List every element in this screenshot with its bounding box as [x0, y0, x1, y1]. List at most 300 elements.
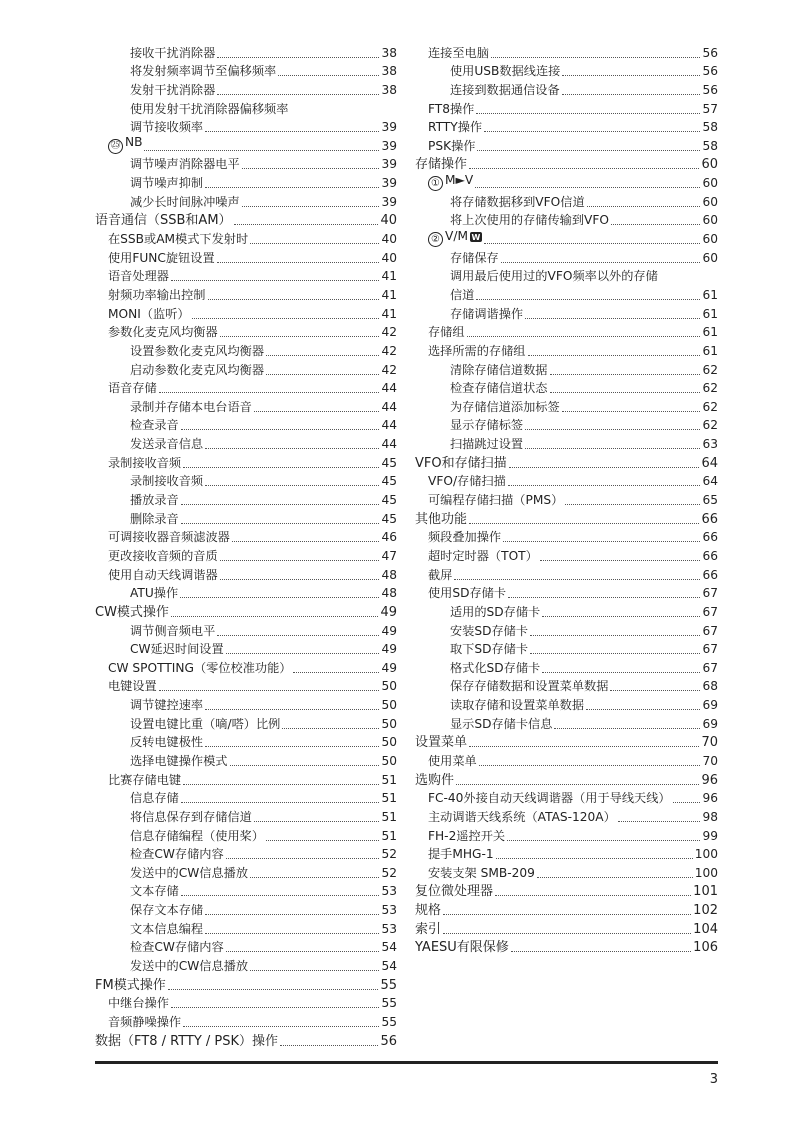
toc-entry[interactable] — [415, 452, 718, 471]
dot-leader — [278, 75, 379, 76]
toc-entry-title — [428, 829, 505, 844]
toc-entry-title — [450, 64, 560, 79]
toc-entry-text: 检查CW存储内容 — [130, 847, 224, 862]
toc-entry[interactable] — [415, 359, 718, 378]
toc-entry-text: 音频静噪操作 — [108, 1014, 182, 1029]
toc-entry-text: 电键设置 — [108, 679, 157, 694]
toc-entry-text: 调节侧音频电平 — [130, 623, 216, 638]
toc-entry-text: 显示存储标签 — [450, 418, 524, 433]
toc-page-number: 55 — [381, 1014, 397, 1029]
dot-leader — [266, 374, 379, 375]
toc-entry-title — [450, 661, 540, 676]
toc-entry[interactable] — [415, 98, 718, 117]
toc-entry-text: FC-40外接自动天线调谐器（用于导线天线） — [428, 791, 671, 806]
toc-page-number: 40 — [381, 232, 397, 247]
toc-entry[interactable] — [95, 303, 397, 322]
toc-entry-text: 启动参数化麦克风均衡器 — [130, 362, 265, 377]
toc-entry-title — [415, 903, 441, 918]
toc-entry[interactable] — [415, 583, 718, 602]
toc-entry-text: 规格 — [415, 903, 442, 919]
toc-entry[interactable] — [95, 620, 397, 639]
dot-leader — [495, 895, 691, 896]
toc-entry-title — [450, 381, 548, 396]
toc-entry-title — [108, 679, 157, 694]
toc-entry-title — [108, 996, 169, 1011]
toc-entry[interactable] — [95, 247, 397, 266]
dot-leader — [484, 131, 700, 132]
toc-page-number: 96 — [702, 791, 718, 806]
toc-entry-title — [130, 922, 203, 937]
toc-entry[interactable] — [415, 489, 718, 508]
toc-entry-title — [415, 922, 441, 937]
toc-entry-text: MONI（监听） — [108, 306, 190, 321]
toc-entry[interactable] — [415, 135, 718, 154]
toc-entry[interactable] — [415, 247, 718, 266]
toc-page-number: 50 — [381, 698, 397, 713]
toc-entry[interactable] — [415, 676, 718, 695]
toc-entry[interactable] — [415, 825, 718, 844]
toc-entry-text: 复位微处理器 — [415, 884, 494, 900]
toc-entry-text: 文本存储 — [130, 884, 179, 899]
toc-page-number: 64 — [701, 455, 718, 471]
toc-page-number: 45 — [381, 493, 397, 508]
dot-leader — [475, 187, 700, 188]
dot-leader — [562, 75, 700, 76]
dot-leader — [230, 765, 380, 766]
toc-entry-title — [108, 232, 248, 247]
toc-entry-text: 使用菜单 — [428, 753, 477, 768]
toc-entry[interactable] — [95, 657, 397, 676]
toc-entry[interactable] — [95, 583, 397, 602]
toc-entry[interactable] — [415, 508, 718, 527]
toc-entry[interactable] — [95, 899, 397, 918]
toc-entry-text: 语音处理器 — [108, 269, 169, 284]
toc-entry[interactable] — [415, 713, 718, 732]
toc-entry-title — [108, 773, 181, 788]
toc-entry-text: 调节噪声抑制 — [130, 176, 204, 191]
toc-page-number: 39 — [381, 138, 397, 153]
toc-entry[interactable] — [95, 42, 397, 61]
toc-entry[interactable] — [415, 228, 718, 247]
toc-entry-text: 保存文本存储 — [130, 903, 204, 918]
toc-entry[interactable] — [415, 806, 718, 825]
toc-page-number: 98 — [702, 809, 718, 824]
dot-leader — [205, 914, 379, 915]
dot-leader — [443, 933, 691, 934]
toc-entry[interactable] — [95, 881, 397, 900]
toc-entry[interactable] — [95, 769, 397, 788]
toc-page-number: 67 — [702, 604, 718, 619]
toc-entry[interactable] — [415, 284, 718, 303]
toc-entry[interactable] — [95, 639, 397, 658]
dot-leader — [205, 746, 379, 747]
toc-entry-title — [450, 195, 585, 210]
toc-entry-title — [450, 698, 584, 713]
dot-leader — [508, 597, 700, 598]
toc-page-number: 62 — [702, 418, 718, 433]
toc-entry-text: 使用发射干扰消除器偏移频率 — [130, 101, 289, 116]
dot-leader — [554, 728, 700, 729]
toc-entry-text: 存储保存 — [450, 250, 499, 265]
toc-entry-text: 调节噪声消除器电平 — [130, 157, 240, 172]
toc-entry-title — [415, 940, 509, 955]
toc-entry[interactable] — [95, 433, 397, 452]
toc-entry[interactable] — [95, 527, 397, 546]
toc-entry[interactable] — [95, 1030, 397, 1049]
toc-entry-text: FH-2遥控开关 — [428, 828, 506, 843]
toc-entry[interactable] — [415, 396, 718, 415]
toc-entry-title — [415, 456, 507, 471]
dot-leader — [205, 709, 379, 710]
toc-entry[interactable] — [415, 42, 718, 61]
dot-leader — [507, 840, 700, 841]
toc-entry[interactable] — [415, 732, 718, 751]
toc-page-number: 44 — [381, 418, 397, 433]
dot-leader — [159, 690, 380, 691]
toc-entry[interactable] — [415, 340, 718, 359]
toc-page-number: 50 — [381, 735, 397, 750]
toc-entry[interactable] — [95, 862, 397, 881]
toc-page-number: 55 — [380, 977, 397, 993]
toc-entry[interactable] — [415, 433, 718, 452]
toc-entry[interactable] — [415, 769, 718, 788]
toc-entry-title — [108, 549, 218, 564]
toc-page-number: 48 — [381, 567, 397, 582]
toc-entry[interactable] — [95, 564, 397, 583]
toc-entry-text: CW延迟时间设置 — [130, 642, 224, 657]
toc-entry[interactable] — [95, 396, 397, 415]
toc-entry-text: 语音通信（SSB和AM） — [95, 213, 232, 229]
toc-entry[interactable] — [415, 191, 718, 210]
dot-leader — [208, 299, 380, 300]
toc-entry[interactable] — [415, 545, 718, 564]
toc-entry[interactable] — [95, 1011, 397, 1030]
toc-entry[interactable] — [415, 639, 718, 658]
toc-page-number: 62 — [702, 381, 718, 396]
toc-entry[interactable] — [95, 676, 397, 695]
toc-entry-title — [130, 884, 179, 899]
toc-entry[interactable] — [95, 117, 397, 136]
toc-entry-text: 可编程存储扫描（PMS） — [428, 493, 564, 508]
toc-entry-text: V/M — [445, 228, 468, 243]
toc-entry[interactable] — [95, 415, 397, 434]
toc-entry[interactable] — [95, 471, 397, 490]
circled-number-icon: ① — [428, 176, 443, 191]
toc-entry-title — [450, 363, 548, 378]
toc-page-number: 58 — [702, 138, 718, 153]
toc-entry-title — [450, 83, 560, 98]
dot-leader — [550, 374, 701, 375]
toc-entry[interactable] — [95, 340, 397, 359]
toc-page-number: 47 — [381, 548, 397, 563]
toc-entry-text: 将发射频率调节至偏移频率 — [130, 64, 277, 79]
toc-entry-title — [108, 381, 157, 396]
toc-entry-text: 将上次使用的存储传输到VFO — [450, 213, 610, 228]
toc-page-number: 68 — [702, 679, 718, 694]
toc-entry[interactable] — [415, 322, 718, 341]
toc-entry[interactable] — [95, 993, 397, 1012]
toc-entry-title — [450, 679, 608, 694]
toc-entry[interactable] — [415, 564, 718, 583]
toc-page-number: 51 — [381, 772, 397, 787]
dot-leader — [220, 560, 380, 561]
toc-entry[interactable] — [95, 266, 397, 285]
toc-entry-title — [428, 493, 563, 508]
toc-page-number: 42 — [381, 362, 397, 377]
dot-leader — [511, 951, 691, 952]
toc-entry[interactable] — [95, 974, 397, 993]
toc-page-number: 53 — [381, 884, 397, 899]
toc-entry[interactable] — [95, 210, 397, 229]
toc-entry-title — [450, 624, 528, 639]
toc-entry[interactable] — [415, 694, 718, 713]
toc-entry[interactable] — [415, 210, 718, 229]
toc-entry[interactable] — [95, 322, 397, 341]
toc-entry-title — [130, 586, 178, 601]
dot-leader — [525, 318, 700, 319]
toc-page-number: 38 — [381, 45, 397, 60]
toc-entry-title — [450, 605, 540, 620]
dot-leader — [205, 485, 379, 486]
toc-page-number: 66 — [702, 530, 718, 545]
dot-leader — [496, 858, 693, 859]
dot-leader — [611, 224, 700, 225]
toc-entry-title — [428, 791, 671, 806]
dot-leader — [226, 653, 380, 654]
dot-leader — [250, 970, 379, 971]
toc-entry-title — [130, 120, 203, 135]
toc-entry[interactable] — [95, 545, 397, 564]
toc-entry[interactable] — [95, 918, 397, 937]
toc-page-number: 40 — [380, 213, 397, 229]
dot-leader — [525, 448, 700, 449]
toc-entry-title — [130, 735, 203, 750]
dot-leader — [542, 672, 700, 673]
toc-entry[interactable] — [95, 844, 397, 863]
toc-entry-title — [428, 474, 506, 489]
toc-page-number: 63 — [702, 437, 718, 452]
toc-entry[interactable] — [415, 154, 718, 173]
dot-leader — [537, 877, 693, 878]
toc-entry-title — [130, 418, 179, 433]
toc-entry-text: 读取存储和设置菜单数据 — [450, 698, 585, 713]
toc-entry[interactable] — [95, 172, 397, 191]
dot-leader — [171, 1007, 380, 1008]
dot-leader — [181, 523, 380, 524]
toc-entry-text: 录制并存储本电台语音 — [130, 399, 252, 414]
toc-entry[interactable] — [95, 191, 397, 210]
toc-entry-title — [130, 754, 228, 769]
toc-entry-text: 将信息保存到存储信道 — [130, 809, 252, 824]
toc-entry[interactable] — [415, 899, 718, 918]
toc-entry[interactable] — [415, 172, 718, 191]
dot-leader — [168, 989, 379, 990]
toc-entry[interactable] — [415, 61, 718, 80]
toc-entry[interactable] — [415, 471, 718, 490]
toc-entry[interactable] — [95, 601, 397, 620]
toc-page-number: 39 — [381, 194, 397, 209]
toc-entry[interactable] — [415, 937, 718, 956]
toc-entry[interactable] — [415, 527, 718, 546]
toc-page-number: 46 — [381, 530, 397, 545]
toc-page-number: 52 — [381, 865, 397, 880]
toc-entry-title — [428, 229, 482, 248]
toc-entry-title — [108, 251, 215, 266]
toc-entry-title — [130, 46, 215, 61]
toc-entry-title — [130, 64, 276, 79]
toc-entry[interactable] — [95, 750, 397, 769]
toc-entry[interactable] — [95, 806, 397, 825]
toc-entry-text: RTTY操作 — [428, 120, 483, 135]
toc-entry-text: 提手MHG-1 — [428, 847, 494, 862]
toc-entry-title — [450, 269, 658, 284]
toc-entry[interactable] — [95, 284, 397, 303]
toc-entry[interactable] — [415, 844, 718, 863]
toc-entry[interactable] — [415, 601, 718, 620]
toc-page-number: 101 — [693, 884, 718, 900]
toc-entry-title — [415, 735, 467, 750]
toc-page-number: 61 — [702, 325, 718, 340]
toc-entry[interactable] — [415, 415, 718, 434]
toc-page-number: 69 — [702, 716, 718, 731]
toc-page-number: 38 — [381, 64, 397, 79]
dot-leader — [181, 504, 380, 505]
dot-leader — [509, 467, 700, 468]
toc-entry[interactable] — [95, 79, 397, 98]
toc-entry-title — [450, 717, 552, 732]
toc-page-number: 41 — [381, 287, 397, 302]
toc-entry-title — [428, 325, 465, 340]
toc-entry-title — [130, 717, 280, 732]
dot-leader — [530, 635, 700, 636]
toc-entry-text: 存储调谐操作 — [450, 306, 524, 321]
dot-leader — [530, 653, 700, 654]
toc-page-number: 96 — [701, 772, 718, 788]
toc-entry-title — [130, 102, 288, 117]
toc-entry[interactable] — [95, 135, 397, 154]
dot-leader — [503, 541, 700, 542]
dot-leader — [171, 616, 379, 617]
toc-page-number: 61 — [702, 287, 718, 302]
toc-entry[interactable] — [95, 228, 397, 247]
toc-page-number: 38 — [381, 82, 397, 97]
toc-entry[interactable] — [415, 620, 718, 639]
toc-entry-title — [428, 530, 501, 545]
toc-page-number: 49 — [381, 642, 397, 657]
toc-entry-title — [130, 493, 179, 508]
toc-page-number: 50 — [381, 716, 397, 731]
toc-entry-text: 为存储信道添加标签 — [450, 399, 560, 414]
toc-entry-text: 发送中的CW信息播放 — [130, 865, 249, 880]
toc-entry-title — [428, 173, 473, 192]
toc-page-number: 67 — [702, 586, 718, 601]
toc-entry[interactable] — [95, 955, 397, 974]
dot-leader — [562, 94, 701, 95]
toc-entry[interactable] — [415, 788, 718, 807]
toc-entry[interactable] — [415, 881, 718, 900]
toc-entry[interactable] — [415, 303, 718, 322]
toc-entry-text: NB — [125, 135, 143, 150]
dot-leader — [501, 262, 701, 263]
toc-entry[interactable] — [95, 452, 397, 471]
w-key-icon: W — [471, 232, 481, 242]
toc-entry-title — [130, 940, 224, 955]
dot-leader — [217, 262, 380, 263]
toc-entry[interactable] — [95, 378, 397, 397]
toc-entry-text: 主动调谐天线系统（ATAS-120A） — [428, 809, 616, 824]
dot-leader — [217, 94, 379, 95]
toc-entry[interactable] — [415, 750, 718, 769]
dot-leader — [234, 224, 379, 225]
toc-page-number: 53 — [381, 903, 397, 918]
toc-entry-text: 删除录音 — [130, 511, 179, 526]
toc-entry-text: 设置菜单 — [415, 735, 468, 751]
toc-entry-title — [130, 642, 224, 657]
toc-entry-text: 设置参数化麦克风均衡器 — [130, 343, 265, 358]
toc-entry-title — [428, 102, 474, 117]
dot-leader — [205, 187, 379, 188]
toc-entry[interactable] — [415, 266, 718, 285]
toc-entry[interactable] — [415, 117, 718, 136]
toc-page-number: 52 — [381, 847, 397, 862]
toc-entry-text: 安装SD存储卡 — [450, 623, 529, 638]
toc-page-number: 56 — [380, 1033, 397, 1049]
dot-leader — [491, 57, 701, 58]
toc-entry[interactable] — [95, 937, 397, 956]
toc-entry[interactable] — [415, 79, 718, 98]
toc-entry[interactable] — [95, 61, 397, 80]
dot-leader — [469, 746, 699, 747]
dot-leader — [181, 802, 380, 803]
toc-entry-title — [450, 642, 528, 657]
toc-entry-title — [108, 269, 169, 284]
toc-page-number: 44 — [381, 381, 397, 396]
toc-entry[interactable] — [95, 98, 397, 117]
toc-entry[interactable] — [95, 788, 397, 807]
dot-leader — [467, 336, 701, 337]
toc-entry[interactable] — [95, 713, 397, 732]
dot-leader — [144, 150, 379, 151]
toc-page-number: 55 — [381, 996, 397, 1011]
toc-page-number: 54 — [381, 940, 397, 955]
toc-entry-text: 文本信息编程 — [130, 921, 204, 936]
dot-leader — [456, 784, 699, 785]
toc-page-number: 44 — [381, 437, 397, 452]
toc-entry-title — [108, 1015, 181, 1030]
toc-entry[interactable] — [95, 154, 397, 173]
toc-page-number: 50 — [381, 679, 397, 694]
toc-entry[interactable] — [95, 489, 397, 508]
toc-entry[interactable] — [95, 359, 397, 378]
toc-entry[interactable] — [95, 694, 397, 713]
toc-entry[interactable] — [415, 657, 718, 676]
toc-entry[interactable] — [415, 862, 718, 881]
dot-leader — [181, 429, 380, 430]
toc-entry[interactable] — [95, 508, 397, 527]
toc-entry-title — [428, 120, 482, 135]
toc-entry[interactable] — [415, 378, 718, 397]
dot-leader — [525, 429, 700, 430]
toc-entry[interactable] — [95, 732, 397, 751]
toc-entry[interactable] — [415, 918, 718, 937]
dot-leader — [266, 355, 379, 356]
toc-entry-text: 中继台操作 — [108, 996, 169, 1011]
toc-entry-text: 其他功能 — [415, 511, 468, 527]
toc-entry[interactable] — [95, 825, 397, 844]
toc-entry-title — [130, 624, 215, 639]
toc-entry-title — [428, 344, 526, 359]
toc-page-number: 66 — [701, 511, 718, 527]
